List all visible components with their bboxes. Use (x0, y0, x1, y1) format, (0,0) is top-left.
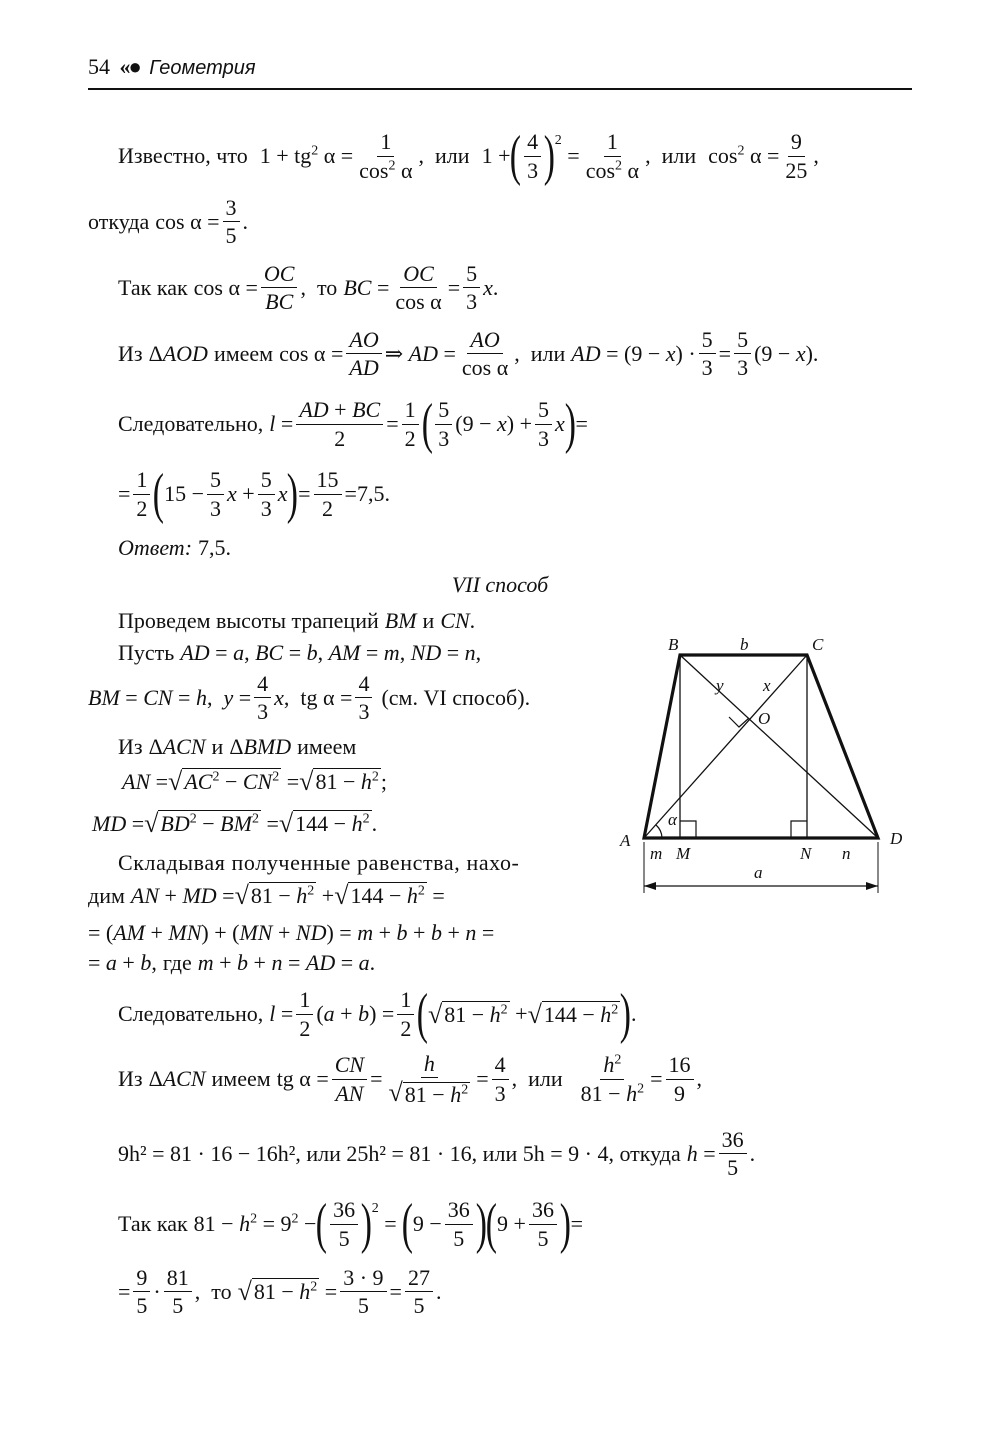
diagonal-bd (680, 655, 878, 838)
text-we-have: имеем (297, 734, 357, 759)
text-we-have: имеем (211, 1066, 271, 1092)
formula-h: 9h² = 81 · 16 − 16h², или 25h² = 81 · 16, или 5h = 9 · 4, откуда h = $\frac{36}{5}$ . (118, 1127, 756, 1181)
answer-line (118, 535, 231, 561)
running-title: Геометрия (149, 57, 256, 79)
formula-line-6: = $\frac{1}{2}$ ( 15 − $\frac{5}{3}$ x + $\frac{5}{3}$ x ) = $\frac{15}{2}$ = 7,5. (118, 463, 390, 525)
formula-tg: Из ΔACN имеем tg α = $\frac{CN}{AN}$ = h √ $81 - h^2$ = $\frac{4}{3}$ , или $\frac{h^2}{81 - h^2}$ = $\frac{16}{9}$ , (118, 1051, 703, 1108)
header-marker-icon: «● (119, 54, 140, 79)
text-and: и (211, 734, 224, 759)
text-whence: откуда (88, 208, 150, 234)
text-eq-final: 9h² = 81 · 16 − 16h², или 25h² = 81 · 16, или 5h = 9 · 4, откуда (118, 1140, 681, 1166)
label-m-segment: m (650, 844, 663, 863)
label-c-vertex: C (812, 635, 824, 654)
formula-line-5: Следовательно, l = $\frac{AD + BC}{2}$ = $\frac{1}{2}$ ( $\frac{5}{3}$ (9 − x) + $\frac{5}{3}$ x ) = (118, 393, 588, 455)
text-see: (см. VI способ). (381, 684, 531, 710)
text-known: Известно, что (118, 143, 248, 168)
text-line-from-acn: Из ΔACN и ΔBMD имеем (118, 734, 357, 759)
trapezoid-outline (644, 655, 878, 838)
text-from: Из (118, 340, 143, 366)
right-angle-n (791, 821, 807, 838)
text-where: где (162, 950, 192, 975)
text-then: то (211, 1278, 232, 1304)
text-or: или (435, 143, 470, 168)
text-line-p2b: BM = CN = h, y = $\frac{4}{3}$ x, tg α = $\frac{4}{3}$ (см. VI способ). (88, 671, 531, 725)
formula-line-2: откуда cos α = $\frac{3}{5}$ . (88, 195, 249, 249)
label-d-vertex: D (890, 829, 903, 848)
text-from: Из (118, 1066, 143, 1092)
angle-alpha-arc (656, 825, 662, 838)
label-n-segment: n (842, 844, 851, 863)
answer-value: 7,5. (198, 535, 232, 560)
formula-sum-2: = (AM + MN) + (MN + ND) = m + b + b + n = (88, 920, 495, 945)
right-angle-m (680, 821, 696, 838)
text-p2: Пусть (118, 640, 175, 665)
label-x: x (763, 676, 771, 695)
text-and: и (422, 608, 435, 633)
text-since: Так как (118, 274, 188, 300)
formula-final: = $\frac{9}{5}$ · $\frac{81}{5}$ , то √ $81 - h^2$ = $\frac{3 \cdot 9}{5}$ = $\frac{27}{5}$ . (118, 1265, 442, 1319)
formula-81h: Так как $81 - h^2 = 9^2$ − ( $\frac{36}{5}$ ) 2 = ( 9 − $\frac{36}{5}$ ) ( 9 + $\frac{36}{5}$ ) = (118, 1193, 584, 1255)
trapezoid-figure (612, 628, 912, 900)
text-or: или (530, 340, 566, 366)
text-from: Из (118, 734, 143, 759)
text-therefore: Следовательно, (118, 1001, 264, 1026)
formula-line-4: Из ΔAOD имеем cos α = $\frac{AO}{AD}$ ⇒ AD = $\frac{AO}{\text{cos α}}$ , или AD = (9 − x) · $\frac{5}{3}$ = $\frac{5}{3}$ (9 − x). (118, 327, 819, 381)
formula-md: MD = √ $BD^2 - BM^2$ = √ $144 - h^2$ . (92, 809, 378, 838)
text-then: то (316, 274, 338, 300)
text-line-p1: Проведем высоты трапеций BM и CN . (118, 608, 476, 633)
text-p1: Проведем высоты трапеций (118, 608, 379, 633)
formula-sum: дим AN + MD = √ $81 - h^2$ + √ $144 - h^2$ = (88, 881, 445, 910)
label-b-vertex: B (668, 635, 679, 654)
formula-sum-3: = a + b, где m + b + n = AD = a. (88, 950, 376, 975)
text-line-p2: Пусть AD = a, BC = b, AM = m, ND = n, (118, 640, 482, 665)
arrow-right-icon (866, 882, 878, 890)
text-or: или (528, 1066, 563, 1092)
header-rule (88, 88, 912, 90)
label-n-point: N (800, 844, 812, 863)
result-value: 7,5. (356, 481, 390, 506)
section-title: VII способ (451, 572, 549, 597)
formula-line-1: Известно, что $1 + tg^2$ α = $\frac{1}{\cos^2 \alpha}$ , или 1 + ( $\frac{4}{3}$ ) 2 = $\frac{1}{\cos^2 \alpha}$ , или $\cos^2 \alpha$ = $\frac{9}{25}$ , (118, 125, 819, 187)
formula-an: AN = √ $AC^2 - CN^2$ = √ $81 - h^2$ ; (122, 767, 387, 796)
text-line-p3 (118, 850, 519, 876)
answer-label: Ответ: (118, 535, 193, 560)
label-alpha: α (668, 810, 677, 829)
label-a-vertex: A (620, 831, 631, 850)
label-o: O (758, 709, 771, 728)
text-p4: дим (88, 882, 125, 908)
label-b-side: b (740, 635, 749, 654)
text-therefore: Следовательно, (118, 411, 264, 436)
text-p3: Складывая полученные равенства, нахо- (118, 850, 520, 875)
page-number: 54 (88, 54, 110, 79)
formula-l: Следовательно, l = $\frac{1}{2}$ (a + b) = $\frac{1}{2}$ ( √ $81 - h^2$ + √ $144 - h^2$ ) . (118, 983, 637, 1045)
page-header (88, 54, 256, 80)
label-a-side: a (754, 863, 763, 882)
label-m-point: M (676, 844, 691, 863)
text-since: Так как (118, 1211, 188, 1236)
arrow-left-icon (644, 882, 656, 890)
formula-line-3: Так как cos α = $\frac{OC}{BC}$ , то BC = $\frac{OC}{\text{cos α}}$ = $\frac{5}{3}$ x . (118, 261, 499, 315)
label-y: y (716, 676, 724, 695)
text-or: или (661, 143, 697, 168)
right-angle-o (729, 717, 749, 727)
text-we-have: имеем (213, 340, 274, 366)
